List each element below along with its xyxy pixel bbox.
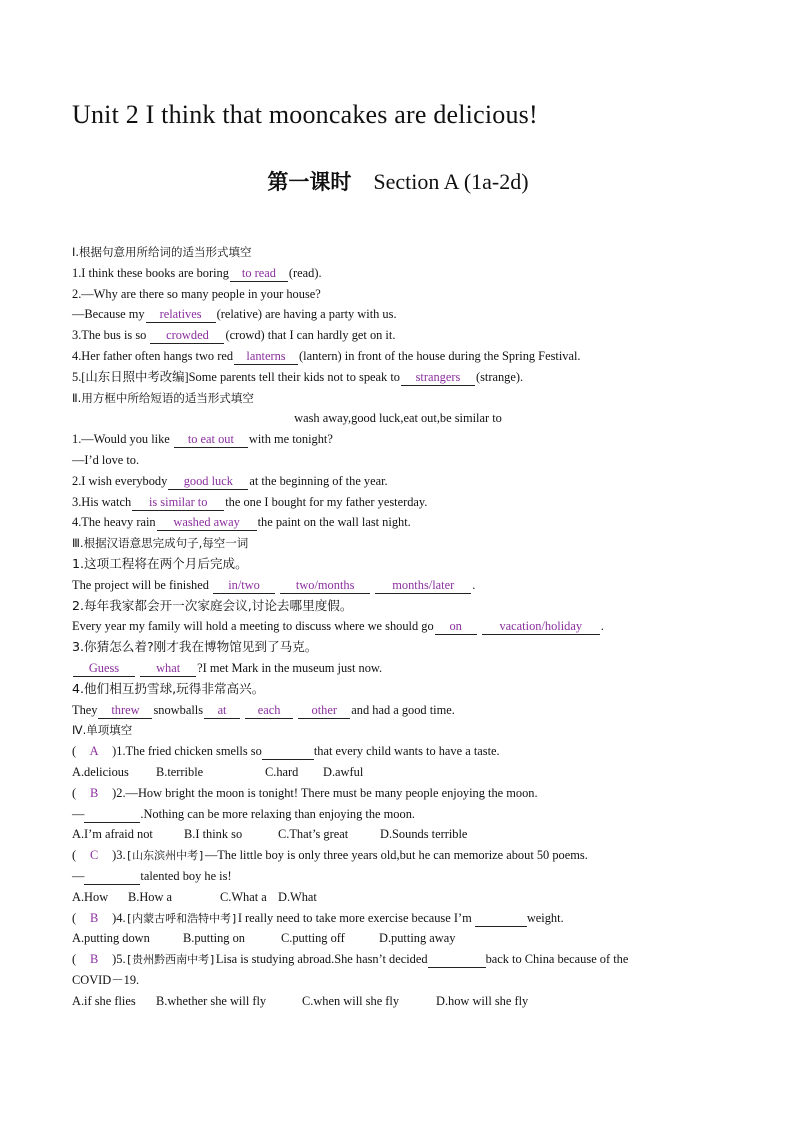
p3-q4-cn: 4.他们相互扔雪球,玩得非常高兴。	[72, 680, 265, 696]
p1-item-2: 2.—Why are there so many people in your house?	[72, 286, 321, 301]
p4-q1-options: A.delicious B.terrible C.hard D.awful	[72, 764, 364, 779]
choice-answer: B	[90, 910, 99, 925]
p4-q4-options: A.putting down B.putting on C.putting off D.putting away	[72, 931, 456, 946]
part2-heading: Ⅱ.用方框中所给短语的适当形式填空	[72, 390, 254, 405]
answer-blank: on	[435, 619, 477, 635]
lesson-section: Section A (1a-2d)	[373, 169, 529, 194]
answer-blank: to read	[230, 266, 288, 282]
p3-q3-en: Guess what ?I met Mark in the museum just now.	[72, 658, 724, 679]
answer-blank: each	[245, 703, 293, 719]
p4-q3-line2: — talented boy he is!	[72, 868, 232, 883]
p3-q3-cn: 3.你猜怎么着?刚才我在博物馆见到了马克。	[72, 639, 318, 655]
answer-blank: vacation/holiday	[482, 619, 600, 635]
part1-heading: Ⅰ.根据句意用所给词的适当形式填空	[72, 245, 252, 259]
p4-q3: ( C )3.[山东滨州中考]—The little boy is only three years old,but he can memorize about 50 poems.	[72, 845, 724, 866]
answer-blank: to eat out	[174, 432, 248, 448]
p1-item-5: 5.[山东日照中考改编]Some parents tell their kids not to speak to strangers (strange).	[72, 369, 524, 384]
part4-heading: Ⅳ.单项填空	[72, 723, 133, 738]
p3-q2-cn: 2.每年我家都会开一次家庭会议,讨论去哪里度假。	[72, 597, 353, 613]
p4-q1: ( A )1.The fried chicken smells so that every child wants to have a taste.	[72, 741, 724, 762]
choice-answer: B	[90, 952, 99, 967]
answer-blank: what	[140, 661, 196, 677]
lesson-subtitle	[72, 166, 724, 196]
p4-q4: ( B )4.[内蒙古呼和浩特中考]I really need to take more exercise because I’m weight.	[72, 908, 724, 929]
answer-blank: Guess	[73, 661, 135, 677]
p1-item-4: 4.Her father often hangs two red lanterns (lantern) in front of the house during the Spring Festival.	[72, 348, 581, 363]
p4-q3-options: A.How B.How a C.What a D.What	[72, 889, 317, 904]
answer-blank: washed away	[157, 515, 257, 531]
p4-q5: ( B )5.[贵州黔西南中考]Lisa is studying abroad.She hasn’t decided back to China because of the	[72, 949, 724, 970]
choice-answer: A	[89, 744, 99, 759]
p3-q1-en: The project will be finished in/two two/months months/later .	[72, 577, 476, 592]
phrase-box: wash away,good luck,eat out,be similar to	[294, 411, 502, 426]
answer-blank: crowded	[150, 328, 224, 344]
answer-blank: in/two	[213, 578, 275, 594]
blank-line	[262, 744, 314, 760]
lesson-cn: 第一课时	[267, 170, 352, 194]
p4-q2: ( B )2.—How bright the moon is tonight! There must be many people enjoying the moon.	[72, 783, 724, 804]
p1-item-1: 1.I think these books are boring to read (read).	[72, 265, 322, 280]
p4-q2-line2: — .Nothing can be more relaxing than enjoying the moon.	[72, 806, 415, 821]
answer-blank: is similar to	[132, 495, 224, 511]
answer-blank: lanterns	[234, 349, 298, 365]
p2-item-2: 2.I wish everybody good luck at the beginning of the year.	[72, 473, 388, 488]
choice-answer: B	[90, 785, 99, 800]
p2-item-4: 4.The heavy rain washed away the paint on the wall last night.	[72, 515, 411, 530]
p4-q2-options: A.I’m afraid not B.I think so C.That’s great D.Sounds terrible	[72, 827, 468, 842]
answer-blank: other	[298, 703, 350, 719]
p4-q5-options: A.if she flies B.whether she will fly C.when will she fly D.how will she fly	[72, 993, 529, 1008]
p3-q4-en: They threw snowballs at each other and had a good time.	[72, 702, 455, 717]
p1-item-2b: —Because my relatives (relative) are having a party with us.	[72, 307, 397, 322]
p2-item-1: 1.—Would you like to eat out with me tonight?	[72, 432, 333, 447]
choice-answer: C	[90, 848, 99, 863]
answer-blank: good luck	[168, 474, 248, 490]
answer-blank: at	[204, 703, 240, 719]
blank-line	[475, 911, 527, 927]
p2-item-3: 3.His watch is similar to the one I bought for my father yesterday.	[72, 494, 428, 509]
answer-blank: threw	[98, 703, 152, 719]
blank-line	[428, 952, 486, 968]
p4-q5-line2: COVID－19.	[72, 972, 140, 987]
p2-item-1b: —I’d love to.	[72, 452, 140, 467]
p1-item-3: 3.The bus is so crowded (crowd) that I can hardly get on it.	[72, 328, 396, 343]
unit-title: Unit 2 I think that mooncakes are delicious!	[72, 100, 538, 129]
exercise-body	[72, 242, 724, 1011]
answer-blank: months/later	[375, 578, 471, 594]
blank-line	[84, 869, 140, 885]
answer-blank: strangers	[401, 370, 475, 386]
blank-line	[84, 807, 140, 823]
answer-blank: relatives	[146, 307, 216, 323]
p3-q1-cn: 1.这项工程将在两个月后完成。	[72, 555, 248, 571]
p3-q2-en: Every year my family will hold a meeting to discuss where we should go on vacation/holiday .	[72, 619, 604, 634]
answer-blank: two/months	[280, 578, 370, 594]
part3-heading: Ⅲ.根据汉语意思完成句子,每空一词	[72, 536, 249, 551]
